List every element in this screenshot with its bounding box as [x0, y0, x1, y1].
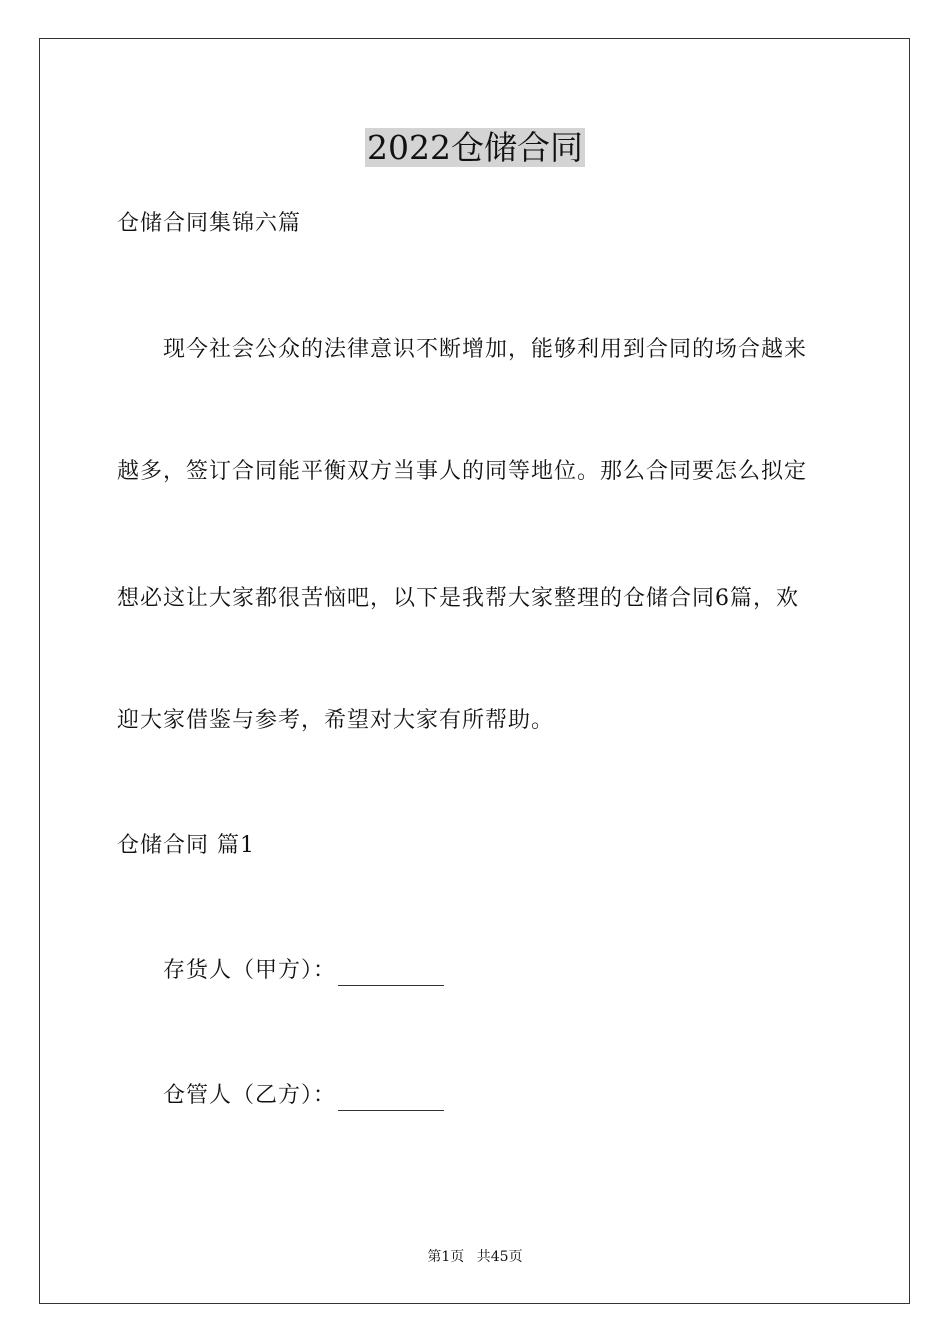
custodian-label: 仓管人（乙方）：: [163, 1083, 337, 1108]
depositor-label: 存货人（甲方）：: [163, 958, 337, 983]
section-heading: 仓储合同 篇1: [117, 833, 255, 858]
page-number-current: 第1页: [427, 1249, 465, 1265]
document-title: [0, 126, 950, 170]
custodian-field: [163, 1081, 444, 1111]
depositor-field: [163, 956, 444, 986]
paragraph-line-2: 越多，签订合同能平衡双方当事人的同等地位。那么合同要怎么拟定: [117, 459, 808, 484]
document-title-text: 2022仓储合同: [367, 128, 583, 167]
document-subtitle: 仓储合同集锦六篇: [117, 211, 302, 236]
paragraph-line-1: 现今社会公众的法律意识不断增加，能够利用到合同的场合越来: [163, 337, 808, 362]
paragraph-line-3: 想必这让大家都很苦恼吧，以下是我帮大家整理的仓储合同6篇，欢: [117, 586, 799, 611]
paragraph-line-4: 迎大家借鉴与参考，希望对大家有所帮助。: [117, 708, 555, 733]
custodian-blank-line: [338, 1088, 444, 1111]
page-number-total: 共45页: [476, 1249, 523, 1265]
page-footer: [0, 1248, 950, 1266]
depositor-blank-line: [338, 963, 444, 986]
